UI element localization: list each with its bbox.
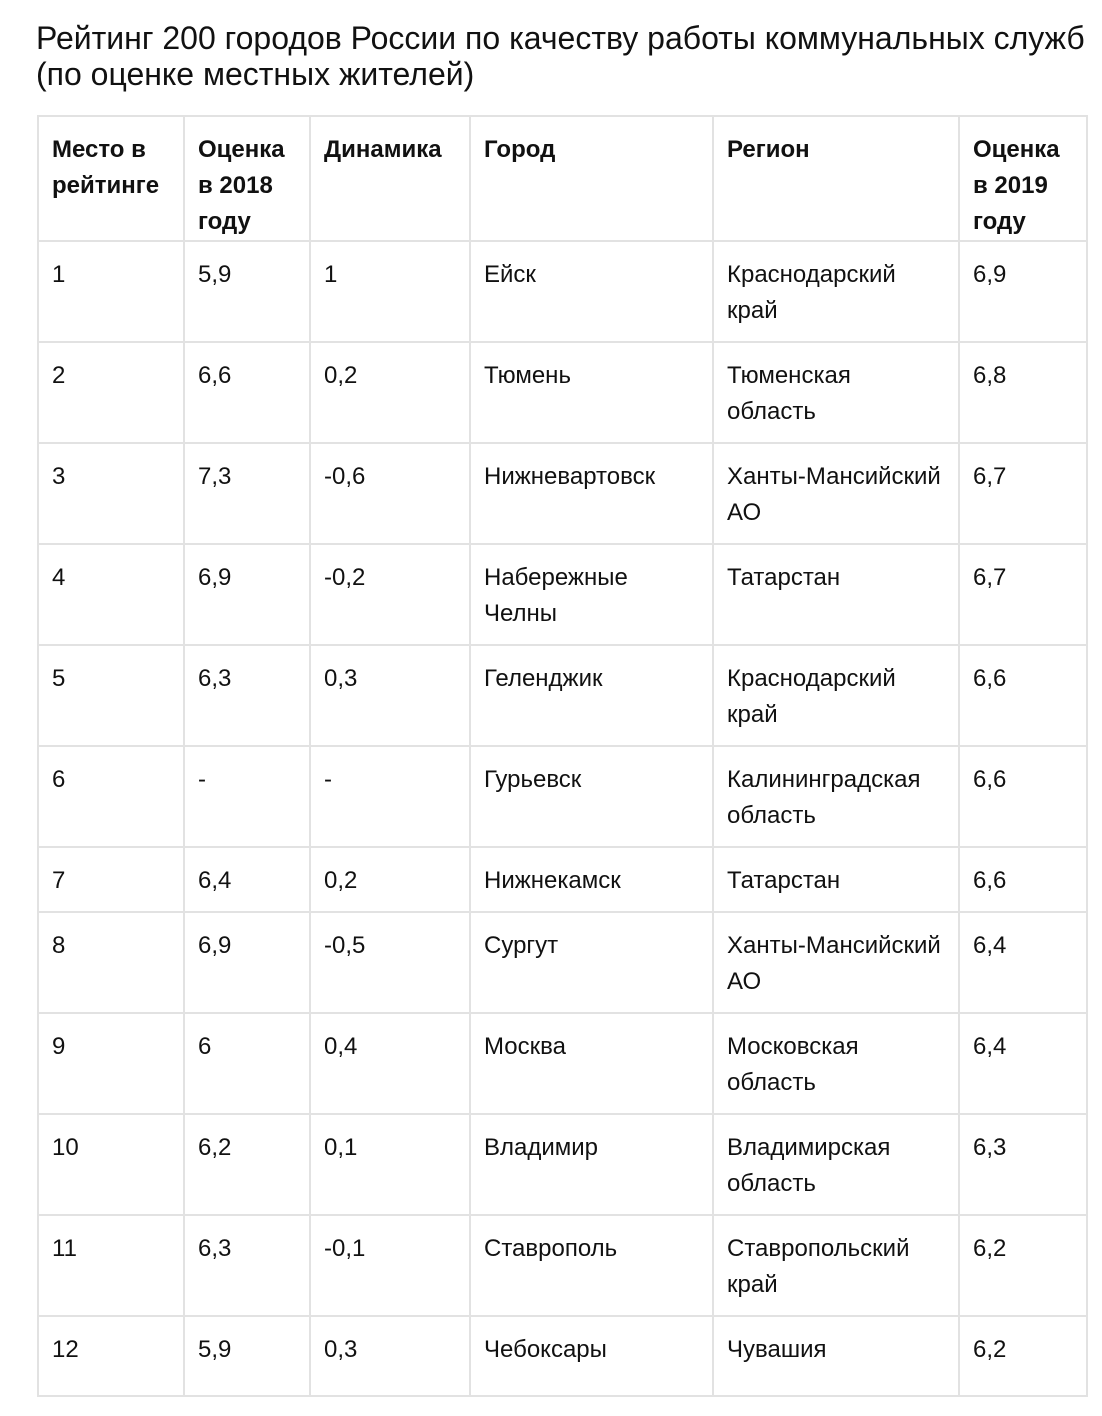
cell-dynamics: -0,6: [310, 443, 470, 544]
cell-rank: 1: [38, 241, 184, 342]
cell-score-2018: 6,2: [184, 1114, 310, 1215]
table-row: [38, 1013, 1087, 1114]
table-row: [38, 847, 1087, 912]
table-row: [38, 1215, 1087, 1316]
table-row: [38, 1316, 1087, 1396]
cell-rank: 5: [38, 645, 184, 746]
table-row: [38, 645, 1087, 746]
cell-score-2018: 6,9: [184, 912, 310, 1013]
header-score-2019: Оценка в 2019 году: [959, 116, 1087, 241]
cell-city: Нижнекамск: [470, 847, 713, 912]
cell-city: Владимир: [470, 1114, 713, 1215]
cell-rank: 11: [38, 1215, 184, 1316]
table-row: [38, 342, 1087, 443]
header-row: [38, 116, 1087, 241]
cell-city: Москва: [470, 1013, 713, 1114]
cell-city: Ейск: [470, 241, 713, 342]
cell-rank: 6: [38, 746, 184, 847]
cell-region: Ханты-Мансийский АО: [713, 912, 959, 1013]
cell-city: Геленджик: [470, 645, 713, 746]
cell-rank: 9: [38, 1013, 184, 1114]
page-title: Рейтинг 200 городов России по качеству работы коммунальных служб (по оценке местных жителей): [36, 20, 1085, 92]
cell-region: Краснодарский край: [713, 645, 959, 746]
cell-region: Краснодарский край: [713, 241, 959, 342]
cell-dynamics: 0,2: [310, 342, 470, 443]
cell-score-2019: 6,9: [959, 241, 1087, 342]
cell-region: Московская область: [713, 1013, 959, 1114]
cell-score-2019: 6,2: [959, 1316, 1087, 1396]
cell-rank: 8: [38, 912, 184, 1013]
cell-score-2018: 6,4: [184, 847, 310, 912]
cell-region: Татарстан: [713, 544, 959, 645]
cell-score-2018: -: [184, 746, 310, 847]
cell-region: Владимирская область: [713, 1114, 959, 1215]
cell-score-2019: 6,6: [959, 746, 1087, 847]
cell-rank: 10: [38, 1114, 184, 1215]
cell-score-2019: 6,8: [959, 342, 1087, 443]
cell-score-2018: 6,6: [184, 342, 310, 443]
cell-rank: 12: [38, 1316, 184, 1396]
table-row: [38, 746, 1087, 847]
table-row: [38, 1114, 1087, 1215]
cell-city: Набережные Челны: [470, 544, 713, 645]
cell-score-2019: 6,4: [959, 912, 1087, 1013]
cell-region: Чувашия: [713, 1316, 959, 1396]
header-region: Регион: [713, 116, 959, 241]
table-row: [38, 912, 1087, 1013]
cell-score-2018: 5,9: [184, 241, 310, 342]
cell-score-2018: 6,3: [184, 1215, 310, 1316]
header-dynamics: Динамика: [310, 116, 470, 241]
cell-dynamics: 0,3: [310, 645, 470, 746]
cell-score-2019: 6,4: [959, 1013, 1087, 1114]
cell-score-2019: 6,7: [959, 544, 1087, 645]
cell-dynamics: 1: [310, 241, 470, 342]
cell-score-2019: 6,6: [959, 847, 1087, 912]
cell-score-2018: 6,3: [184, 645, 310, 746]
cell-dynamics: -: [310, 746, 470, 847]
header-score-2018: Оценка в 2018 году: [184, 116, 310, 241]
cell-dynamics: -0,5: [310, 912, 470, 1013]
cell-score-2018: 6: [184, 1013, 310, 1114]
cell-dynamics: -0,1: [310, 1215, 470, 1316]
cell-city: Тюмень: [470, 342, 713, 443]
cell-dynamics: 0,1: [310, 1114, 470, 1215]
cell-city: Чебоксары: [470, 1316, 713, 1396]
table-row: [38, 241, 1087, 342]
cell-score-2019: 6,2: [959, 1215, 1087, 1316]
header-rank: Место в рейтинге: [38, 116, 184, 241]
cell-region: Ханты-Мансийский АО: [713, 443, 959, 544]
cell-rank: 3: [38, 443, 184, 544]
cell-rank: 7: [38, 847, 184, 912]
cell-region: Тюменская область: [713, 342, 959, 443]
cell-score-2018: 5,9: [184, 1316, 310, 1396]
header-city: Город: [470, 116, 713, 241]
cell-dynamics: 0,4: [310, 1013, 470, 1114]
cell-score-2018: 7,3: [184, 443, 310, 544]
cell-dynamics: 0,3: [310, 1316, 470, 1396]
cell-score-2019: 6,7: [959, 443, 1087, 544]
cell-region: Калининградская область: [713, 746, 959, 847]
cell-rank: 4: [38, 544, 184, 645]
rating-table: [37, 115, 1088, 1397]
cell-score-2019: 6,3: [959, 1114, 1087, 1215]
cell-city: Сургут: [470, 912, 713, 1013]
cell-city: Нижневартовск: [470, 443, 713, 544]
cell-city: Гурьевск: [470, 746, 713, 847]
cell-dynamics: 0,2: [310, 847, 470, 912]
cell-dynamics: -0,2: [310, 544, 470, 645]
cell-region: Ставропольский край: [713, 1215, 959, 1316]
cell-score-2019: 6,6: [959, 645, 1087, 746]
table-row: [38, 443, 1087, 544]
cell-rank: 2: [38, 342, 184, 443]
cell-city: Ставрополь: [470, 1215, 713, 1316]
table-row: [38, 544, 1087, 645]
cell-region: Татарстан: [713, 847, 959, 912]
cell-score-2018: 6,9: [184, 544, 310, 645]
